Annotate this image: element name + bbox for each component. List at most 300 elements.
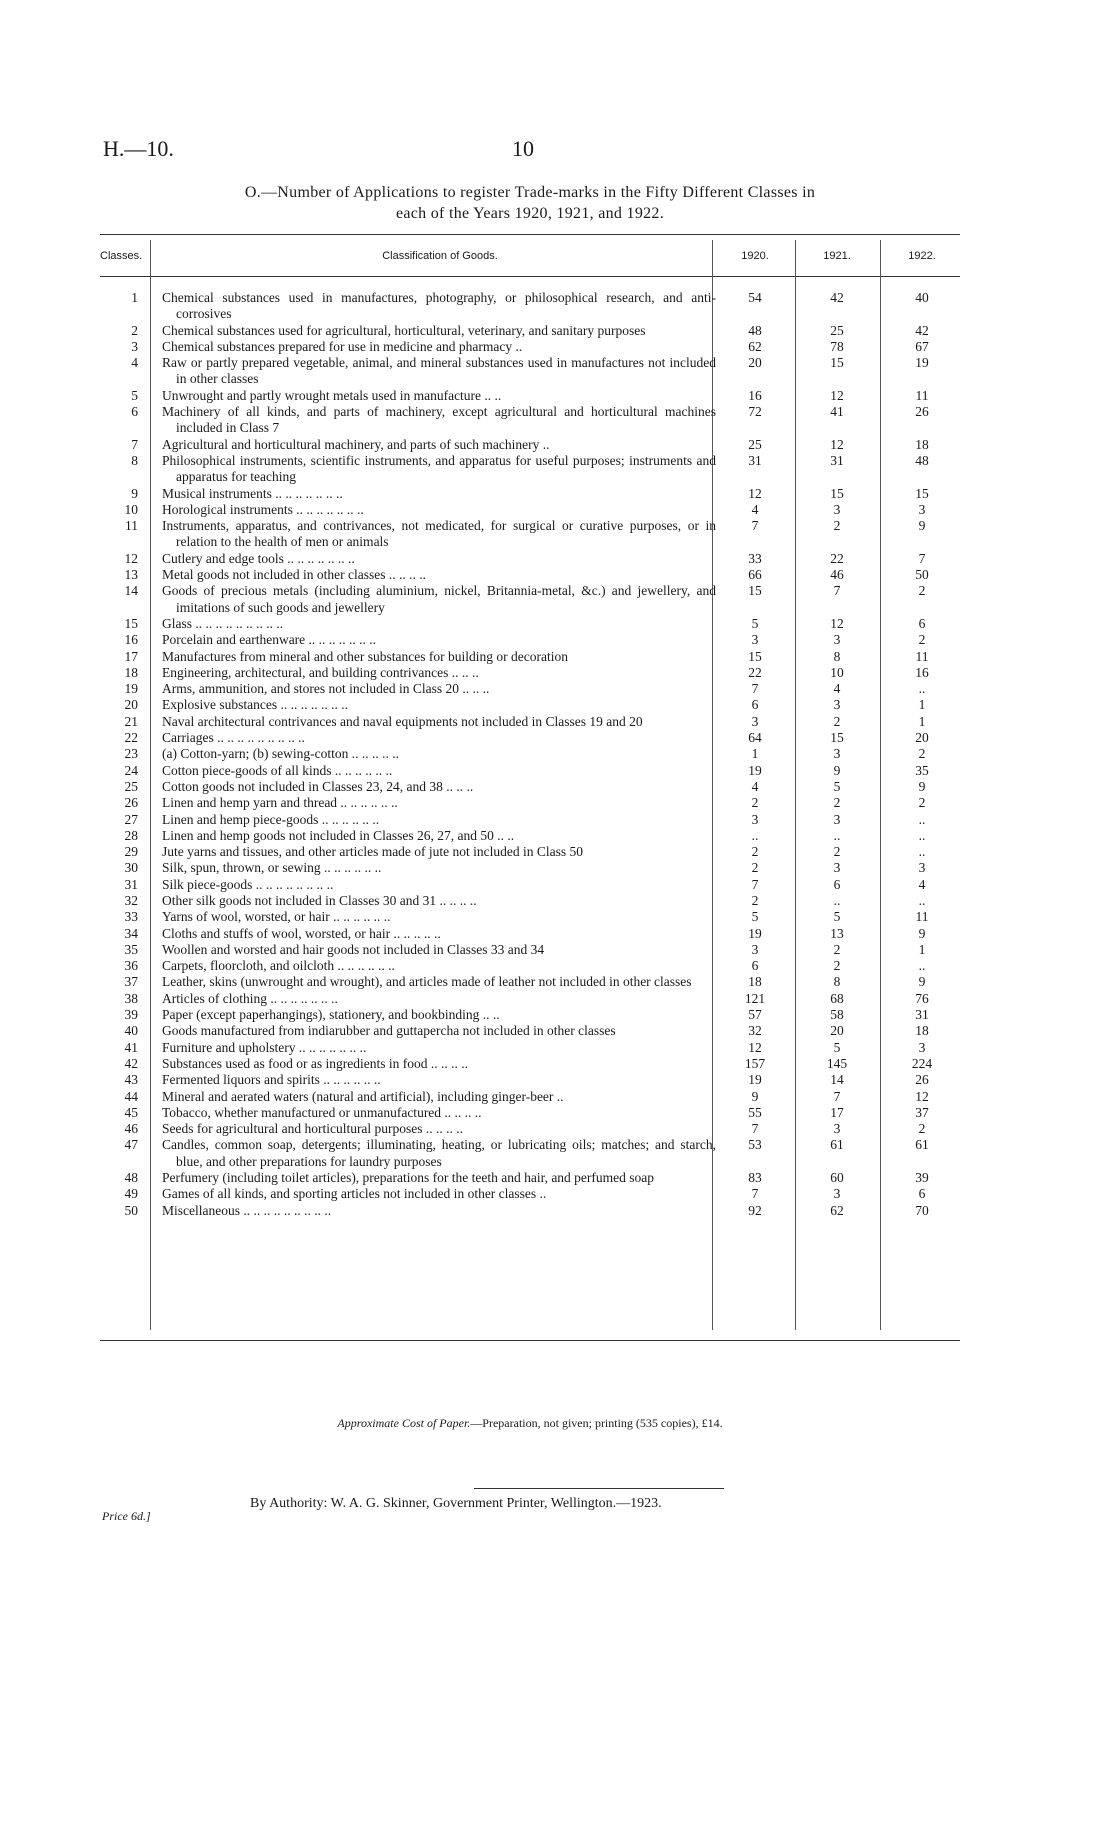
classification-text: Chemical substances prepared for use in medicine and pharmacy .. (162, 338, 523, 354)
count-1920: 5 (751, 615, 759, 631)
count-1920: 53 (748, 1137, 762, 1153)
table-row (0, 828, 1114, 844)
classification-text: Jute yarns and tissues, and other articles made of jute not included in Class 50 (162, 844, 584, 860)
table-row (0, 649, 1114, 665)
count-1921: 62 (830, 1202, 844, 1218)
count-1920: 4 (751, 501, 759, 517)
class-number: 31 (124, 876, 138, 892)
count-1921: 14 (830, 1072, 844, 1088)
classification-text: Agricultural and horticultural machinery, and parts of such machinery .. (162, 436, 550, 452)
class-number: 9 (131, 485, 138, 501)
count-1921: 3 (833, 746, 841, 762)
count-1921: 2 (833, 958, 841, 974)
count-1922: .. (918, 827, 926, 843)
count-1922: 31 (915, 1007, 929, 1023)
classification-text: Musical instruments .. .. .. .. .. .. .. (162, 485, 343, 501)
class-number: 5 (131, 387, 138, 403)
class-number: 18 (124, 664, 138, 680)
count-1920: 33 (748, 550, 762, 566)
page-header-ref: H.—10. (103, 136, 174, 161)
col-header-1921: 1921. (823, 250, 851, 262)
count-1922: 42 (915, 322, 929, 338)
count-1922: 61 (915, 1137, 929, 1153)
class-number: 6 (131, 404, 138, 420)
classification-text: Paper (except paperhangings), stationery, and bookbinding .. .. (162, 1007, 500, 1023)
count-1921: 3 (833, 860, 841, 876)
table-row (0, 1089, 1114, 1105)
classification-text: Engineering, architectural, and building contrivances .. .. .. (162, 664, 479, 680)
class-number: 12 (124, 550, 138, 566)
class-number: 16 (124, 632, 138, 648)
count-1921: 3 (833, 501, 841, 517)
count-1921: 42 (830, 290, 844, 305)
class-number: 37 (124, 974, 138, 990)
table-row (0, 942, 1114, 958)
classification-text: Articles of clothing .. .. .. .. .. .. .. (162, 990, 338, 1006)
count-1920: 6 (751, 958, 759, 974)
count-1921: 46 (830, 567, 844, 583)
classification-text: Games of all kinds, and sporting articles not included in other classes .. (162, 1186, 547, 1202)
class-number: 39 (124, 1007, 138, 1023)
count-1922: 1 (918, 713, 926, 729)
class-number: 4 (131, 355, 138, 371)
count-1921: 5 (833, 778, 841, 794)
class-number: 15 (124, 615, 138, 631)
table-row (0, 1170, 1114, 1186)
count-1922: 20 (915, 730, 929, 746)
classification-text: Mineral and aerated waters (natural and artificial), including ginger-beer .. (162, 1088, 564, 1104)
count-1920: 9 (751, 1088, 759, 1104)
count-1920: 25 (748, 436, 762, 452)
count-1922: .. (918, 811, 926, 827)
count-1922: 12 (915, 1088, 929, 1104)
count-1922: 224 (911, 1055, 933, 1071)
classification-text: Cloths and stuffs of wool, worsted, or hair .. .. .. .. .. (162, 925, 441, 941)
count-1920: 66 (748, 567, 762, 583)
count-1922: 6 (918, 615, 926, 631)
count-1920: 7 (751, 681, 759, 697)
table-top-rule (100, 234, 960, 235)
count-1922: 2 (918, 583, 926, 599)
count-1922: 18 (915, 1023, 929, 1039)
count-1922: 40 (915, 290, 929, 305)
table-row (0, 453, 1114, 486)
count-1920: 121 (744, 990, 766, 1006)
classification-text: Unwrought and partly wrought metals used in manufacture .. .. (162, 387, 502, 403)
classification-text: Goods manufactured from indiarubber and guttapercha not included in other classes (162, 1023, 616, 1039)
count-1920: 19 (748, 762, 762, 778)
count-1922: 70 (915, 1202, 929, 1218)
count-1921: 8 (833, 648, 841, 664)
count-1920: 6 (751, 697, 759, 713)
count-1921: 12 (830, 387, 844, 403)
table-row (0, 860, 1114, 876)
classification-text: Chemical substances used for agricultural, horticultural, veterinary, and sanitary purposes (162, 322, 646, 338)
col-header-classification: Classification of Goods. (382, 250, 498, 262)
count-1922: 48 (915, 452, 929, 468)
count-1920: 62 (748, 338, 762, 354)
count-1920: 2 (751, 795, 759, 811)
count-1922: 9 (918, 778, 926, 794)
table-row (0, 1007, 1114, 1023)
count-1921: 3 (833, 811, 841, 827)
count-1922: 16 (915, 664, 929, 680)
count-1922: 18 (915, 436, 929, 452)
count-1920: 2 (751, 844, 759, 860)
classification-text: Manufactures from mineral and other substances for building or decoration (162, 648, 568, 664)
count-1922: 1 (918, 941, 926, 957)
table-row (0, 795, 1114, 811)
count-1921: 22 (830, 550, 844, 566)
count-1921: 3 (833, 697, 841, 713)
count-1920: 15 (748, 583, 762, 599)
count-1920: 4 (751, 778, 759, 794)
table-title-line-2: each of the Years 1920, 1921, and 1922. (395, 205, 665, 222)
count-1922: 11 (915, 909, 929, 925)
count-1922: 3 (918, 860, 926, 876)
classification-text: Silk, spun, thrown, or sewing .. .. .. .. .. .. (162, 860, 382, 876)
count-1922: 19 (915, 355, 929, 371)
count-1920: 54 (748, 290, 762, 305)
count-1921: 7 (833, 1088, 841, 1104)
table-row (0, 551, 1114, 567)
count-1921: 2 (833, 518, 841, 534)
count-1920: 15 (748, 648, 762, 664)
count-1921: 5 (833, 1039, 841, 1055)
class-number: 34 (124, 925, 138, 941)
table-row (0, 877, 1114, 893)
count-1921: 15 (830, 730, 844, 746)
class-number: 8 (131, 452, 138, 468)
table-row (0, 339, 1114, 355)
table-row (0, 355, 1114, 388)
count-1921: 13 (830, 925, 844, 941)
price-note: Price 6d.] (102, 1509, 151, 1523)
class-number: 13 (124, 567, 138, 583)
count-1922: 11 (915, 648, 929, 664)
count-1920: 31 (748, 452, 762, 468)
class-number: 45 (124, 1104, 138, 1120)
count-1921: 78 (830, 338, 844, 354)
count-1921: .. (833, 892, 841, 908)
header-bottom-rule (100, 276, 960, 277)
count-1922: 2 (918, 632, 926, 648)
count-1921: 15 (830, 355, 844, 371)
count-1920: 3 (751, 713, 759, 729)
cost-note (100, 1416, 960, 1431)
count-1922: 50 (915, 567, 929, 583)
table-row (0, 567, 1114, 583)
table-row (0, 714, 1114, 730)
col-header-1922: 1922. (908, 250, 936, 262)
class-number: 41 (124, 1039, 138, 1055)
classification-text: Miscellaneous .. .. .. .. .. .. .. .. .. (162, 1202, 332, 1218)
table-row (0, 909, 1114, 925)
table-row (0, 1105, 1114, 1121)
table-row (0, 1137, 1114, 1170)
count-1922: .. (918, 892, 926, 908)
count-1920: 64 (748, 730, 762, 746)
count-1920: 2 (751, 892, 759, 908)
count-1922: 26 (915, 1072, 929, 1088)
count-1922: 6 (918, 1186, 926, 1202)
classification-text: Chemical substances used in manufactures, photography, or philosophical research, and anti-corrosives (162, 290, 716, 322)
classification-text: Fermented liquors and spirits .. .. .. .. .. .. (162, 1072, 381, 1088)
table-row (0, 1121, 1114, 1137)
count-1921: 3 (833, 1186, 841, 1202)
table-row (0, 779, 1114, 795)
count-1921: 3 (833, 1121, 841, 1137)
count-1920: 92 (748, 1202, 762, 1218)
count-1922: 2 (918, 1121, 926, 1137)
count-1921: 2 (833, 795, 841, 811)
count-1921: 60 (830, 1170, 844, 1186)
count-1920: 19 (748, 925, 762, 941)
count-1922: 15 (915, 485, 929, 501)
count-1921: 68 (830, 990, 844, 1006)
table-row (0, 763, 1114, 779)
table-row (0, 583, 1114, 616)
classification-text: (a) Cotton-yarn; (b) sewing-cotton .. .. .. .. .. (162, 746, 399, 762)
count-1920: 48 (748, 322, 762, 338)
count-1920: 1 (751, 746, 759, 762)
count-1922: .. (918, 958, 926, 974)
count-1922: .. (918, 681, 926, 697)
class-number: 2 (131, 322, 138, 338)
table-row (0, 812, 1114, 828)
class-number: 48 (124, 1170, 138, 1186)
count-1921: 25 (830, 322, 844, 338)
count-1922: 3 (918, 1039, 926, 1055)
class-number: 22 (124, 730, 138, 746)
count-1920: 22 (748, 664, 762, 680)
classification-text: Seeds for agricultural and horticultural purposes .. .. .. .. (162, 1121, 464, 1137)
table-row (0, 1203, 1114, 1219)
count-1921: 2 (833, 844, 841, 860)
count-1922: 9 (918, 925, 926, 941)
count-1922: 1 (918, 697, 926, 713)
classification-text: Carriages .. .. .. .. .. .. .. .. .. (162, 730, 305, 746)
class-number: 46 (124, 1121, 138, 1137)
classification-text: Instruments, apparatus, and contrivances, not medicated, for surgical or curative purposes, or in relation to the health of men or animals (162, 518, 716, 550)
classification-text: Perfumery (including toilet articles), preparations for the teeth and hair, and perfumed soap (162, 1170, 655, 1186)
classification-text: Linen and hemp yarn and thread .. .. .. .. .. .. (162, 795, 398, 811)
table-row (0, 844, 1114, 860)
count-1920: 7 (751, 1121, 759, 1137)
count-1921: 61 (830, 1137, 844, 1153)
classification-text: Cotton goods not included in Classes 23, 24, and 38 .. .. .. (162, 778, 474, 794)
classification-text: Leather, skins (unwrought and wrought), and articles made of leather not included in other classes (162, 974, 692, 990)
classification-text: Cutlery and edge tools .. .. .. .. .. .. .. (162, 550, 355, 566)
classification-text: Yarns of wool, worsted, or hair .. .. .. .. .. .. (162, 909, 391, 925)
count-1921: 8 (833, 974, 841, 990)
table-row (0, 1040, 1114, 1056)
classification-text: Raw or partly prepared vegetable, animal, and mineral substances used in manufactures not included in other classes (162, 355, 716, 387)
count-1920: 20 (748, 355, 762, 371)
class-number: 42 (124, 1055, 138, 1071)
class-number: 7 (131, 436, 138, 452)
classification-text: Naval architectural contrivances and naval equipments not included in Classes 19 and 20 (162, 713, 643, 729)
authority-line: By Authority: W. A. G. Skinner, Government Printer, Wellington.—1923. (250, 1496, 662, 1511)
count-1920: 7 (751, 518, 759, 534)
table-row (0, 323, 1114, 339)
table-row (0, 437, 1114, 453)
table-row (0, 746, 1114, 762)
table-title-line-1: O.—Number of Applications to register Trade-marks in the Fifty Different Classes in (244, 184, 816, 201)
count-1922: 2 (918, 795, 926, 811)
count-1920: 3 (751, 811, 759, 827)
count-1921: 5 (833, 909, 841, 925)
count-1920: 7 (751, 876, 759, 892)
class-number: 38 (124, 990, 138, 1006)
count-1920: 3 (751, 632, 759, 648)
class-number: 44 (124, 1088, 138, 1104)
table-row (0, 502, 1114, 518)
class-number: 29 (124, 844, 138, 860)
class-number: 43 (124, 1072, 138, 1088)
class-number: 24 (124, 762, 138, 778)
classification-text: Other silk goods not included in Classes 30 and 31 .. .. .. .. (162, 892, 477, 908)
class-number: 14 (124, 583, 138, 599)
count-1921: 12 (830, 615, 844, 631)
table-bottom-rule (100, 1340, 960, 1341)
class-number: 33 (124, 909, 138, 925)
class-number: 3 (131, 338, 138, 354)
count-1920: 32 (748, 1023, 762, 1039)
table-row (0, 974, 1114, 990)
class-number: 11 (125, 518, 138, 534)
classification-text: Metal goods not included in other classes .. .. .. .. (162, 567, 426, 583)
table-row (0, 958, 1114, 974)
cost-text: —Preparation, not given; printing (535 copies), £14. (470, 1416, 723, 1430)
count-1921: 41 (830, 404, 844, 420)
classification-text: Philosophical instruments, scientific instruments, and apparatus for useful purposes; instruments and apparatus for teaching (162, 452, 716, 485)
count-1920: 7 (751, 1186, 759, 1202)
count-1921: 9 (833, 762, 841, 778)
classification-text: Furniture and upholstery .. .. .. .. .. .. .. (162, 1039, 367, 1055)
classification-text: Linen and hemp goods not included in Classes 26, 27, and 50 .. .. (162, 827, 515, 843)
classification-text: Woollen and worsted and hair goods not included in Classes 33 and 34 (162, 941, 545, 957)
count-1921: 58 (830, 1007, 844, 1023)
count-1922: .. (918, 844, 926, 860)
classification-text: Glass .. .. .. .. .. .. .. .. .. (162, 615, 284, 631)
count-1921: 6 (833, 876, 841, 892)
classification-text: Silk piece-goods .. .. .. .. .. .. .. .. (162, 876, 334, 892)
count-1920: 72 (748, 404, 762, 420)
table-row (0, 665, 1114, 681)
count-1921: 20 (830, 1023, 844, 1039)
class-number: 23 (124, 746, 138, 762)
count-1922: 37 (915, 1104, 929, 1120)
classification-text: Carpets, floorcloth, and oilcloth .. .. .. .. .. .. (162, 958, 395, 974)
count-1920: 5 (751, 909, 759, 925)
count-1921: 145 (826, 1055, 848, 1071)
count-1922: 7 (918, 550, 926, 566)
classification-text: Tobacco, whether manufactured or unmanufactured .. .. .. .. (162, 1104, 482, 1120)
count-1920: 12 (748, 1039, 762, 1055)
class-number: 36 (124, 958, 138, 974)
count-1922: 2 (918, 746, 926, 762)
class-number: 47 (124, 1137, 138, 1153)
classification-text: Cotton piece-goods of all kinds .. .. .. .. .. .. (162, 762, 393, 778)
table-row (0, 388, 1114, 404)
count-1920: 83 (748, 1170, 762, 1186)
classes-table-body (0, 290, 1114, 1219)
authority-rule (474, 1488, 724, 1489)
count-1920: .. (751, 827, 759, 843)
count-1921: 4 (833, 681, 841, 697)
class-number: 28 (124, 827, 138, 843)
count-1922: 4 (918, 876, 926, 892)
table-row (0, 730, 1114, 746)
count-1921: 12 (830, 436, 844, 452)
count-1920: 57 (748, 1007, 762, 1023)
table-row (0, 1072, 1114, 1088)
table-row (0, 632, 1114, 648)
count-1920: 19 (748, 1072, 762, 1088)
class-number: 27 (124, 811, 138, 827)
count-1920: 3 (751, 941, 759, 957)
classification-text: Linen and hemp piece-goods .. .. .. .. .. .. (162, 811, 380, 827)
count-1920: 18 (748, 974, 762, 990)
class-number: 25 (124, 778, 138, 794)
count-1922: 3 (918, 501, 926, 517)
class-number: 35 (124, 941, 138, 957)
class-number: 10 (124, 501, 138, 517)
table-row (0, 404, 1114, 437)
classification-text: Horological instruments .. .. .. .. .. .. .. (162, 501, 364, 517)
count-1921: 2 (833, 713, 841, 729)
count-1921: 31 (830, 452, 844, 468)
class-number: 30 (124, 860, 138, 876)
table-row (0, 926, 1114, 942)
count-1921: 7 (833, 583, 841, 599)
count-1921: .. (833, 827, 841, 843)
table-row (0, 893, 1114, 909)
count-1920: 12 (748, 485, 762, 501)
count-1922: 11 (915, 387, 929, 403)
count-1920: 157 (744, 1055, 766, 1071)
count-1922: 39 (915, 1170, 929, 1186)
count-1921: 10 (830, 664, 844, 680)
count-1921: 2 (833, 941, 841, 957)
classification-text: Explosive substances .. .. .. .. .. .. .. (162, 697, 348, 713)
class-number: 17 (124, 648, 138, 664)
count-1922: 35 (915, 762, 929, 778)
table-row (0, 1056, 1114, 1072)
table-row (0, 697, 1114, 713)
class-number: 21 (124, 713, 138, 729)
count-1920: 16 (748, 387, 762, 403)
table-row (0, 681, 1114, 697)
class-number: 20 (124, 697, 138, 713)
cost-label: Approximate Cost of Paper. (337, 1416, 471, 1430)
class-number: 19 (124, 681, 138, 697)
table-row (0, 1023, 1114, 1039)
table-row (0, 290, 1114, 323)
classification-text: Machinery of all kinds, and parts of machinery, except agricultural and horticultural machines included in Class 7 (162, 404, 716, 436)
page-number: 10 (512, 136, 534, 161)
classification-text: Arms, ammunition, and stores not included in Class 20 .. .. .. (162, 681, 490, 697)
count-1920: 2 (751, 860, 759, 876)
classification-text: Goods of precious metals (including aluminium, nickel, Britannia-metal, &c.) and jewellery, and imitations of such goods and jewellery (162, 583, 716, 615)
count-1922: 26 (915, 404, 929, 420)
classification-text: Porcelain and earthenware .. .. .. .. .. .. .. (162, 632, 377, 648)
count-1922: 67 (915, 338, 929, 354)
count-1921: 3 (833, 632, 841, 648)
table-row (0, 991, 1114, 1007)
count-1921: 15 (830, 485, 844, 501)
